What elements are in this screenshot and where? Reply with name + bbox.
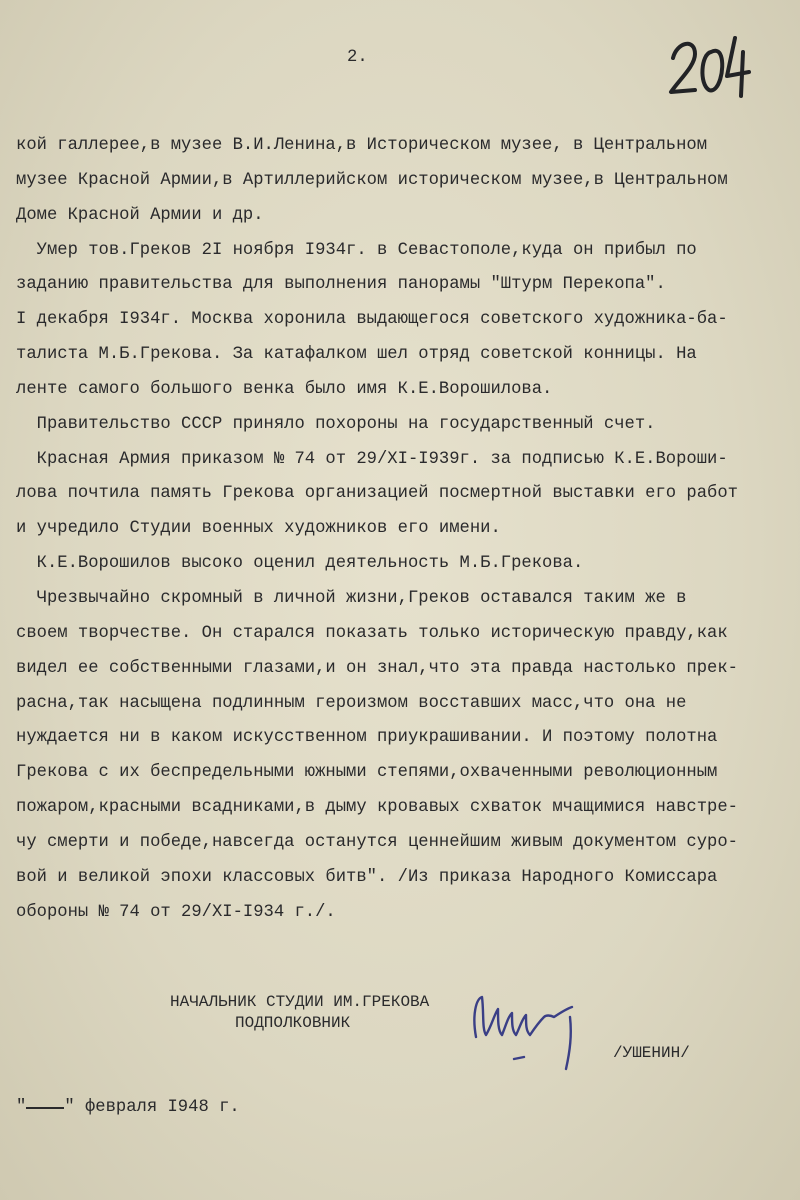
body-line: Чрезвычайно скромный в личной жизни,Греков оставался таким же в: [16, 588, 687, 608]
date-blank: [26, 1107, 64, 1109]
signer-name: /УШЕНИН/: [613, 1044, 690, 1062]
body-line: талиста М.Б.Грекова. За катафалком шел отряд советской конницы. На: [16, 345, 697, 365]
body-line: чу смерти и победе,навсегда останутся ценнейшим живым документом суро-: [16, 832, 738, 852]
body-line: вой и великой эпохи классовых битв". /Из приказа Народного Комиссара: [16, 867, 718, 887]
body-line: своем творчестве. Он старался показать только историческую правду,как: [16, 623, 728, 643]
body-line: нуждается ни в каком искусственном приукрашивании. И поэтому полотна: [16, 728, 718, 748]
body-line: Умер тов.Греков 2I ноября I934г. в Севастополе,куда он прибыл по: [16, 240, 697, 260]
signature-title-line: НАЧАЛЬНИК СТУДИИ ИМ.ГРЕКОВА: [170, 993, 430, 1011]
body-line: расна,так насыщена подлинным героизмом восставших масс,что она не: [16, 693, 687, 713]
date-text: февраля I948 г.: [84, 1098, 240, 1117]
body-line: обороны № 74 от 29/XI-I934 г./.: [16, 902, 336, 922]
body-line: ленте самого большого венка было имя К.Е.Ворошилова.: [16, 379, 553, 399]
signature-rank-line: ПОДПОЛКОВНИК: [235, 1014, 351, 1032]
body-line: Грекова с их беспредельными южными степями,охваченными революционным: [16, 763, 718, 783]
body-line: лова почтила память Грекова организацией посмертной выставки его работ: [16, 484, 738, 504]
archive-number-handwritten: [665, 28, 755, 103]
body-line: Правительство СССР приняло похороны на государственный счет.: [16, 414, 656, 434]
body-line: Красная Армия приказом № 74 от 29/XI-I939г. за подписью К.Е.Вороши-: [16, 449, 728, 469]
body-line: I декабря I934г. Москва хоронила выдающегося советского художника-ба-: [16, 310, 728, 330]
body-line: видел ее собственными глазами,и он знал,что эта правда настолько прек-: [16, 658, 738, 678]
document-body: [16, 134, 796, 935]
body-line: К.Е.Ворошилов высоко оценил деятельность М.Б.Грекова.: [16, 554, 584, 574]
body-line: пожаром,красными всадниками,в дыму кровавых схваток мчащимися навстре-: [16, 798, 738, 818]
body-line: и учредило Студии военных художников его имени.: [16, 519, 501, 539]
body-line: кой галлерее,в музее В.И.Ленина,в Историческом музее, в Центральном: [16, 136, 708, 155]
page-number: 2.: [347, 48, 368, 67]
body-line: музее Красной Армии,в Артиллерийском историческом музее,в Центральном: [16, 170, 728, 190]
date-line: [16, 1098, 240, 1117]
handwritten-signature: [462, 985, 592, 1075]
signature-title-block: [170, 992, 429, 1034]
date-close-quote: ": [64, 1098, 75, 1117]
body-line: Доме Красной Армии и др.: [16, 205, 264, 225]
body-line: заданию правительства для выполнения панорамы "Штурм Перекопа".: [16, 275, 666, 295]
date-open-quote: ": [16, 1098, 27, 1117]
